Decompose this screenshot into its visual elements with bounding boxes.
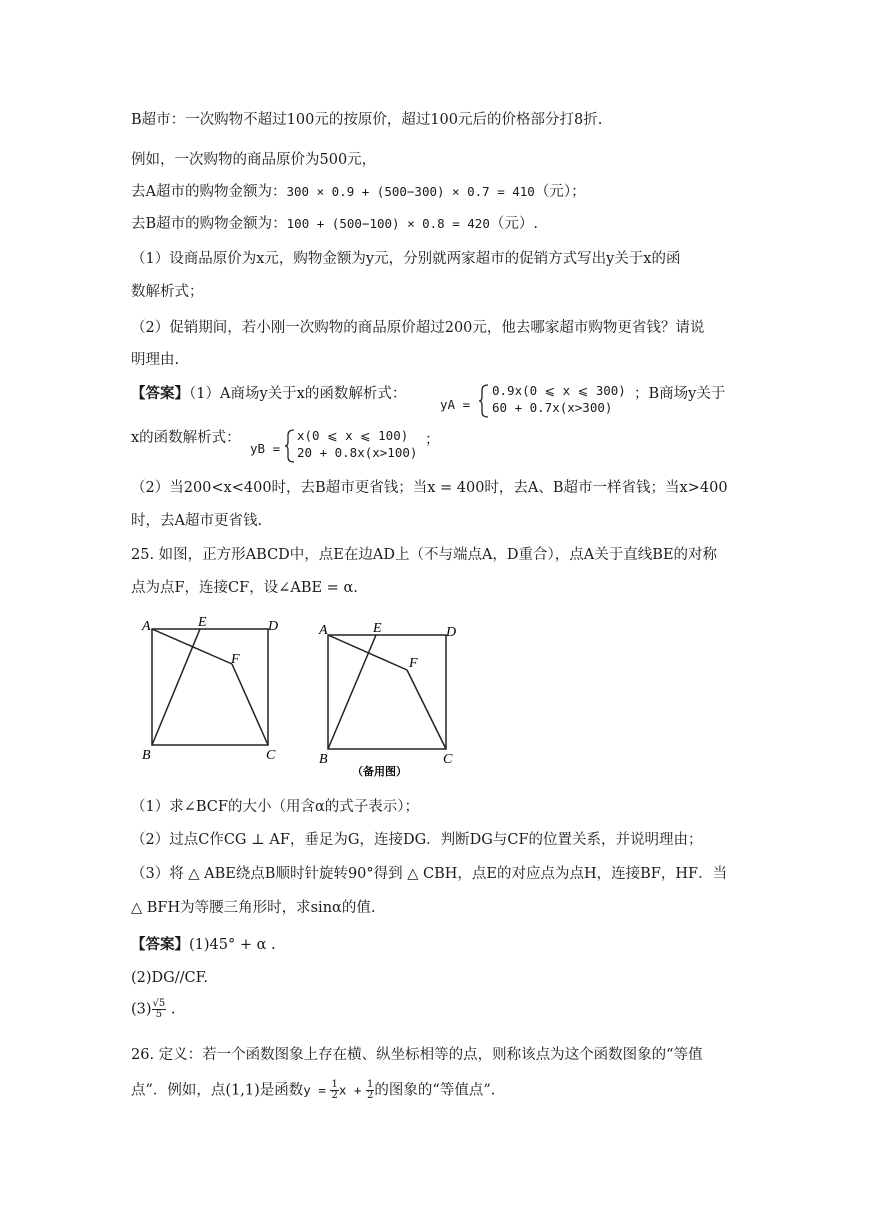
numerator: 1 [331, 1079, 338, 1090]
vertex-label: F [409, 656, 418, 671]
text-segment: ；B商场y关于 [634, 386, 726, 402]
yA-symbol: yA = [440, 397, 471, 412]
text-line [131, 214, 538, 234]
figure-caption: （备用图） [352, 766, 407, 778]
vertex-label: B [319, 752, 328, 767]
text-segment: ； [425, 432, 440, 448]
vertex-label: C [266, 748, 276, 763]
answer-line [131, 999, 176, 1020]
question-line: （2）过点C作CG ⊥ AF，垂足为G，连接DG．判断DG与CF的位置关系，并说明理由； [131, 832, 703, 848]
text-segment: 点”．例如，点(1,1)是函数 [131, 1082, 304, 1099]
text-segment: 去B超市的购物金额为： [131, 216, 287, 232]
question-line: 数解析式； [131, 284, 204, 300]
numerator: 1 [367, 1079, 374, 1090]
square-figure [138, 613, 288, 768]
answer-text: . [166, 1001, 176, 1018]
answer-line: (2)DG//CF. [131, 970, 209, 986]
formula: y = [303, 1082, 326, 1098]
vertex-label: E [373, 621, 382, 636]
backup-square-figure [314, 613, 474, 783]
case-line: 20 + 0.8x(x>100) [297, 445, 418, 460]
answer-line [131, 384, 406, 404]
question-line: 明理由. [131, 352, 180, 368]
question-line: △ BFH为等腰三角形时，求sinα的值. [131, 900, 376, 916]
answer-label: 【答案】 [131, 385, 189, 402]
denominator: 5 [155, 1009, 163, 1020]
problem-line: 26. 定义：若一个函数图象上存在横、纵坐标相等的点，则称该点为这个函数图象的“等值 [131, 1047, 703, 1063]
vertex-label: B [142, 748, 151, 763]
answer-text: (3) [131, 1001, 152, 1018]
question-line: （1）求∠BCF的大小（用含α的式子表示）； [131, 799, 419, 815]
case-line: 0.9x(0 ⩽ x ⩽ 300) [492, 383, 626, 398]
text-line: 例如，一次购物的商品原价为500元， [131, 152, 377, 168]
case-line: x(0 ⩽ x ⩽ 100) [297, 428, 409, 443]
text-segment: （元）； [534, 184, 586, 200]
fraction [152, 999, 167, 1020]
denominator: 2 [367, 1090, 374, 1101]
vertex-label: D [268, 619, 279, 634]
answer-line [131, 935, 276, 955]
text-segment: 去A超市的购物金额为： [131, 184, 287, 200]
vertex-label: C [443, 752, 453, 767]
text-segment: （1）A商场y关于x的函数解析式： [189, 386, 407, 402]
vertex-label: F [231, 652, 240, 667]
answer-line: 时，去A超市更省钱. [131, 513, 263, 529]
question-line: （2）促销期间，若小刚一次购物的商品原价超过200元，他去哪家超市购物更省钱？请说 [131, 320, 705, 336]
text-line [131, 182, 586, 202]
fraction [330, 1080, 338, 1101]
problem-line: 点为点F，连接CF，设∠ABE = α. [131, 580, 358, 596]
vertex-label: E [198, 615, 207, 630]
brace-icon [284, 429, 296, 463]
vertex-label: A [142, 619, 151, 634]
answer-line: x的函数解析式： [131, 430, 241, 446]
vertex-label: A [319, 623, 328, 638]
problem-line [131, 1080, 495, 1101]
formula: x + [338, 1082, 362, 1098]
problem-line: 25. 如图，正方形ABCD中，点E在边AD上（不与端点A，D重合），点A关于直线BE的对称 [131, 547, 718, 563]
text-segment: （元）. [489, 216, 538, 232]
formula: 100 + (500−100) × 0.8 = 420 [286, 216, 490, 231]
question-line: （1）设商品原价为x元，购物金额为y元，分别就两家超市的促销方式写出y关于x的函 [131, 251, 681, 267]
answer-label: 【答案】 [131, 936, 189, 953]
brace-icon [478, 384, 490, 418]
text-line: B超市：一次购物不超过100元的按原价，超过100元后的价格部分打8折. [131, 112, 603, 128]
vertex-label: D [446, 625, 457, 640]
denominator: 2 [331, 1090, 338, 1101]
case-line: 60 + 0.7x(x>300) [492, 400, 613, 415]
answer-line: （2）当200<x<400时，去B超市更省钱；当x = 400时，去A、B超市一样省钱；当x>400 [131, 480, 728, 496]
numerator: √5 [152, 998, 166, 1009]
question-line: （3）将 △ ABE绕点B顺时针旋转90°得到 △ CBH，点E的对应点为点H，连接BF，HF．当 [131, 866, 728, 882]
formula: 300 × 0.9 + (500−300) × 0.7 = 410 [286, 184, 535, 199]
yB-symbol: yB = [250, 441, 281, 456]
answer-text: (1)45° + α . [189, 937, 276, 953]
text-segment: 的图象的“等值点”. [374, 1082, 496, 1099]
